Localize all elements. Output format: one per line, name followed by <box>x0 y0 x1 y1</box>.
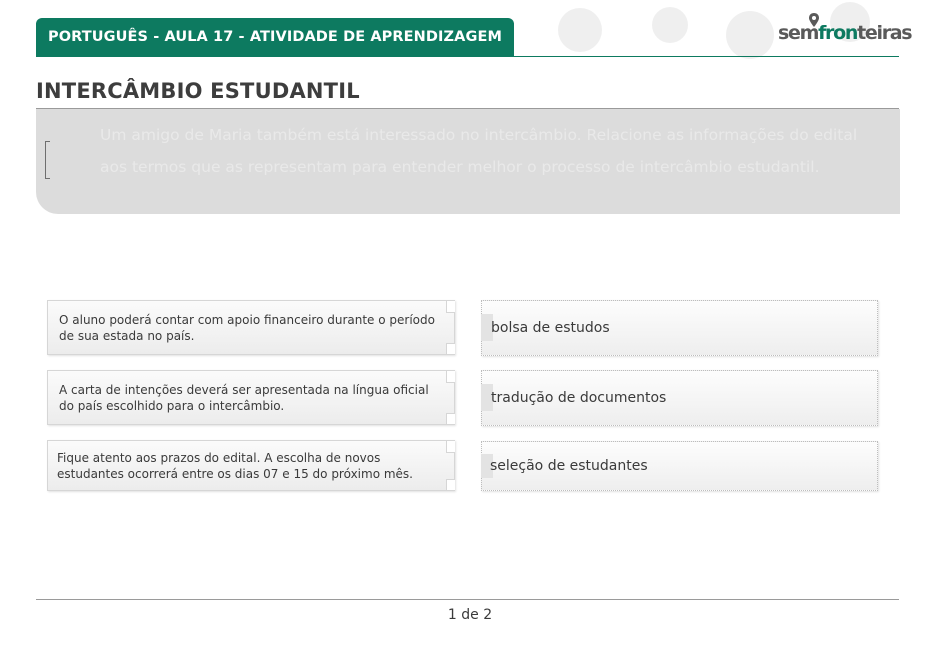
logo-text-sem: sem <box>778 22 819 44</box>
term-card-3[interactable] <box>481 441 878 491</box>
page-title: INTERCÂMBIO ESTUDANTIL <box>36 79 360 103</box>
term-card-1[interactable] <box>481 300 878 356</box>
bracket-icon <box>45 141 50 179</box>
lesson-header: PORTUGUÊS - AULA 17 - ATIVIDADE DE APRENDIZAGEM <box>36 18 514 57</box>
term-text: bolsa de estudos <box>491 320 610 336</box>
page-indicator: 1 de 2 <box>447 607 493 623</box>
instruction-text: Um amigo de Maria também está interessado no intercâmbio. Relacione as informações do edital aos termos que as representam para entender melhor o processo de intercâmbio estudantil. <box>100 126 858 176</box>
card-notch <box>446 343 455 354</box>
term-text: seleção de estudantes <box>490 458 648 474</box>
statement-card-2[interactable] <box>47 370 455 425</box>
term-text: tradução de documentos <box>491 390 667 406</box>
term-card-2[interactable] <box>481 370 878 426</box>
logo-text-teiras: teiras <box>857 22 912 44</box>
card-notch <box>446 441 455 453</box>
logo-text-fron: fron <box>818 22 858 44</box>
statement-text: Fique atento aos prazos do edital. A escolha de novos estudantes ocorrerá entre os dias 07 e 15 do próximo mês. <box>57 450 413 481</box>
card-notch <box>446 301 455 313</box>
statement-text: A carta de intenções deverá ser apresentada na língua oficial do país escolhido para o intercâmbio. <box>59 382 429 413</box>
header-divider <box>36 56 899 57</box>
card-notch <box>446 413 455 424</box>
card-notch <box>446 371 455 383</box>
statement-card-1[interactable] <box>47 300 455 355</box>
brand-logo <box>778 18 912 48</box>
card-notch <box>446 479 455 490</box>
statement-card-3[interactable] <box>47 440 455 491</box>
footer-divider <box>36 599 899 600</box>
statement-text: O aluno poderá contar com apoio financeiro durante o período de sua estada no país. <box>59 312 435 343</box>
